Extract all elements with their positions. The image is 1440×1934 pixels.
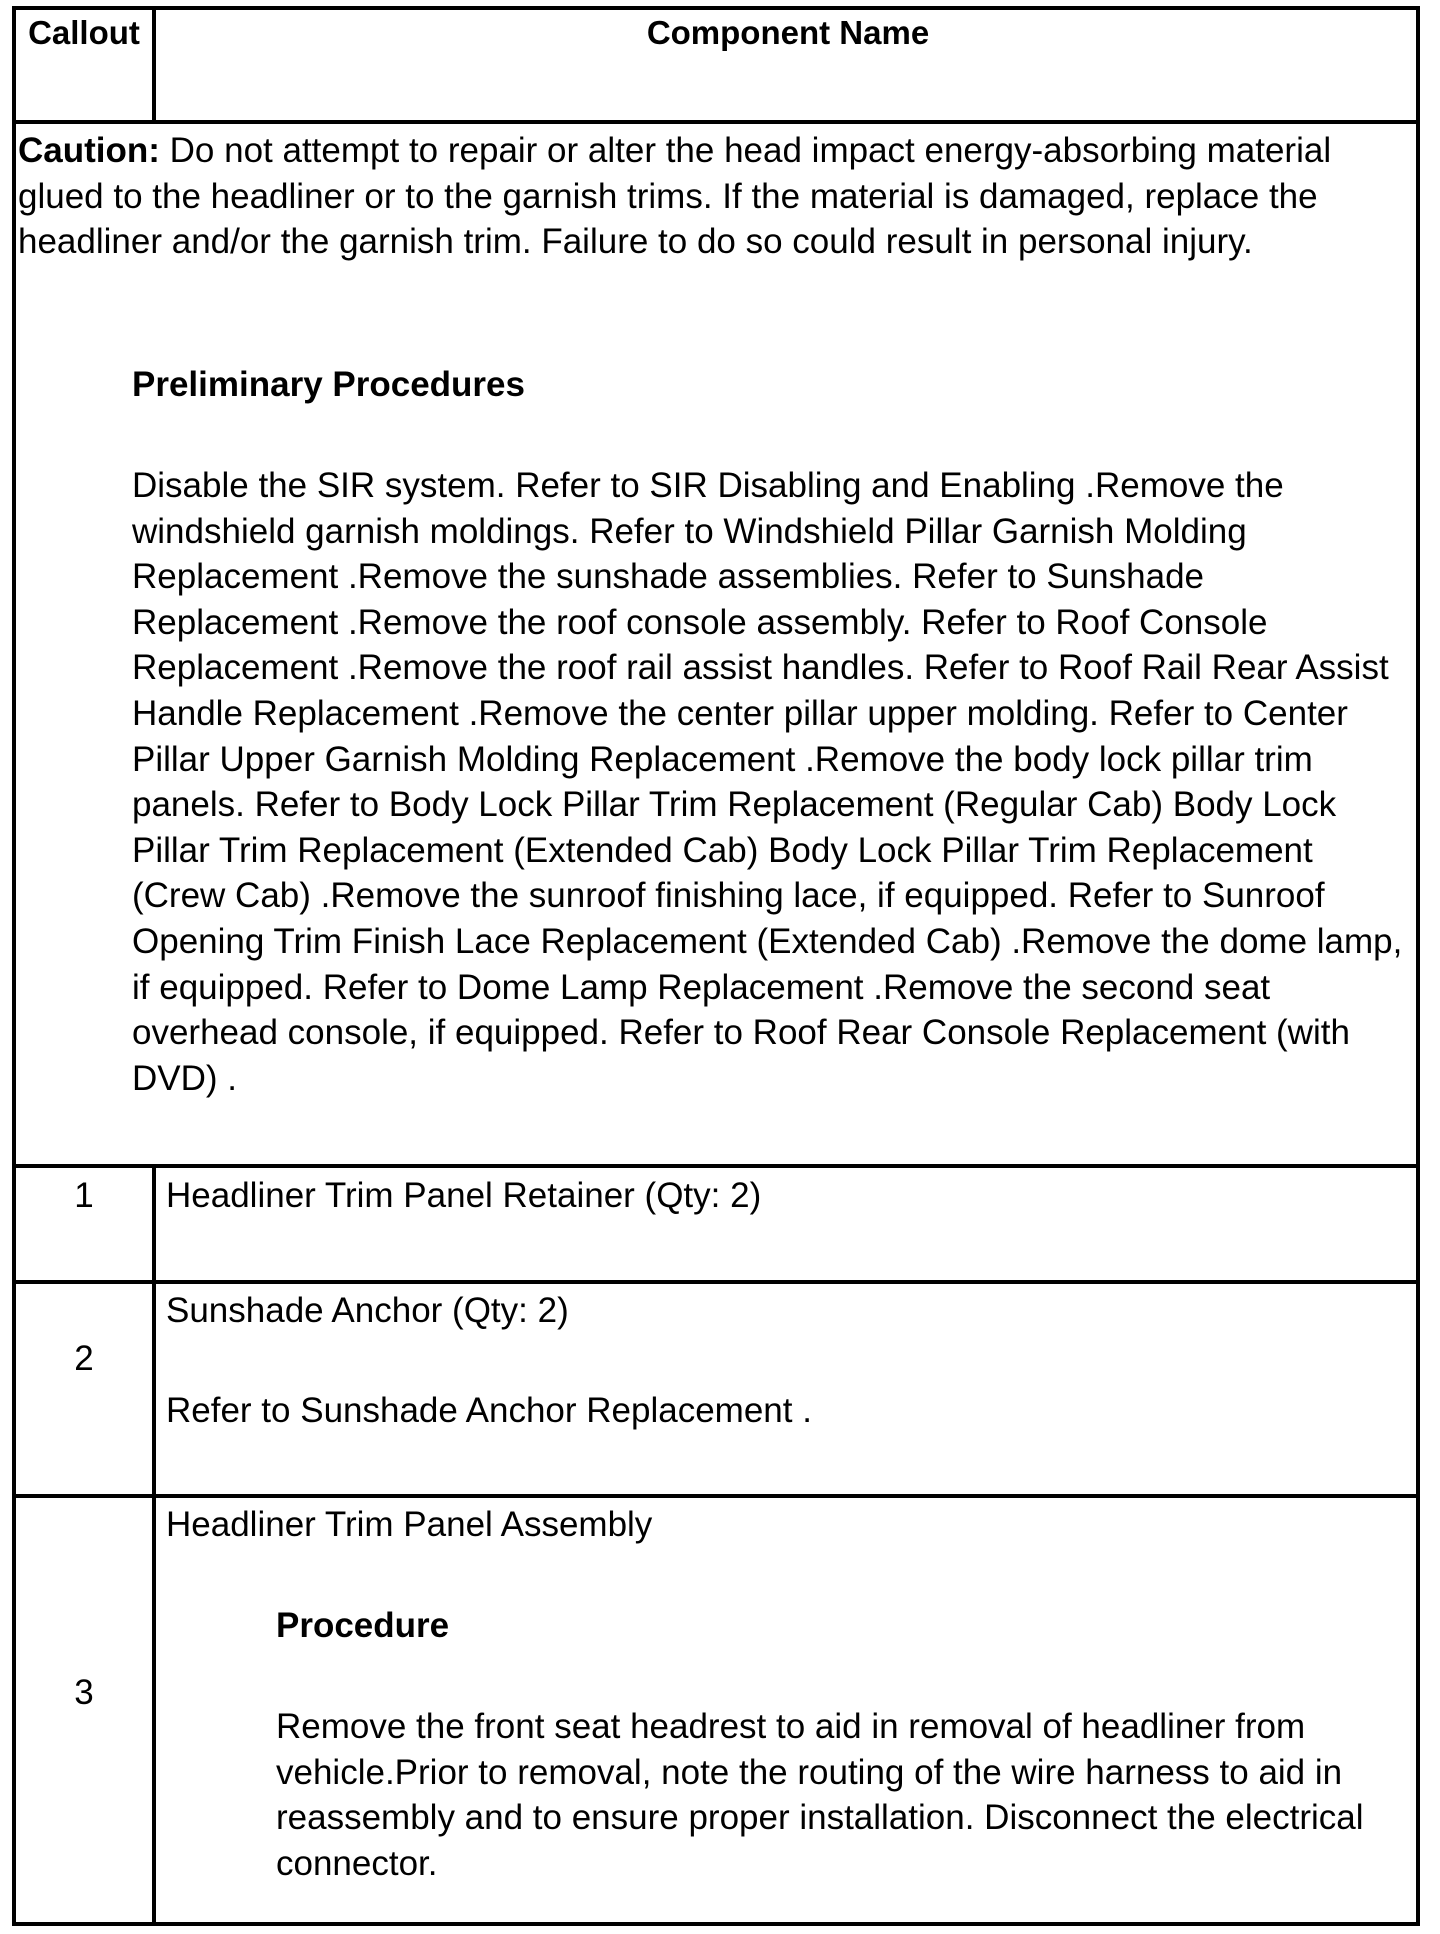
callout-column-header: Callout — [28, 14, 140, 51]
table-border-bottom — [12, 1922, 1420, 1926]
header-bottom-rule — [12, 120, 1420, 124]
preliminary-procedures-text: Disable the SIR system. Refer to SIR Disabling and Enabling .Remove the windshield garnish moldings. Refer to Windshield Pillar Garnish Molding Replacement .Remove the sunshade assemblies. Refer to Sunshade Replacement .Remove the roof console assembly. Refer to Roof Console Replacement .Remove the roof rail assist handles. Refer to Roof Rail Rear Assist Handle Replacement .Remove the center pillar upper molding. Refer to Center Pillar Upper Garnish Molding Replacement .Remove the body lock pillar trim panels. Refer to Body Lock Pillar Trim Replacement (Regular Cab) Body Lock Pillar Trim Replacement (Extended Cab) Body Lock Pillar Trim Replacement (Crew Cab) .Remove the sunroof finishing lace, if equipped. Refer to Sunroof Opening Trim Finish Lace Replacement (Extended Cab) .Remove the dome lamp, if equipped. Refer to Dome Lamp Replacement .Remove the second seat overhead console, if equipped. Refer to Roof Rear Console Replacement (with DVD) . — [132, 466, 1403, 1098]
row-2-component-name: Sunshade Anchor (Qty: 2) — [166, 1291, 569, 1330]
table-border-top — [12, 6, 1420, 10]
row-1-bottom-rule — [12, 1280, 1420, 1284]
caution-bottom-rule — [12, 1164, 1420, 1168]
row-1-component-name: Headliner Trim Panel Retainer (Qty: 2) — [166, 1176, 762, 1215]
table-border-left — [12, 6, 16, 1926]
rows-column-divider — [152, 1164, 156, 1926]
preliminary-procedures-title: Preliminary Procedures — [132, 365, 525, 404]
row-2-callout: 2 — [74, 1339, 94, 1378]
row-3-procedure-text: Remove the front seat headrest to aid in removal of headliner from vehicle.Prior to removal, note the routing of the wire harness to aid in reassembly and to ensure proper installation. Disconnect the electrical connector. — [276, 1707, 1364, 1883]
row-3-callout: 3 — [74, 1673, 94, 1712]
caution-text: Do not attempt to repair or alter the head impact energy-absorbing material glued to the headliner or to the garnish trims. If the material is damaged, replace the headliner and/or the garnish trim. Failure to do so could result in personal injury. — [18, 131, 1332, 261]
component-name-column-header: Component Name — [646, 14, 930, 51]
caution-note — [18, 128, 1398, 265]
row-1-callout: 1 — [74, 1176, 94, 1215]
row-2-reference-note: Refer to Sunshade Anchor Replacement . — [166, 1391, 812, 1430]
caution-label: Caution: — [18, 131, 160, 170]
row-3-procedure-title: Procedure — [276, 1606, 450, 1645]
row-2-bottom-rule — [12, 1494, 1420, 1498]
row-3-component-name: Headliner Trim Panel Assembly — [166, 1505, 653, 1544]
table-border-right — [1416, 6, 1420, 1926]
